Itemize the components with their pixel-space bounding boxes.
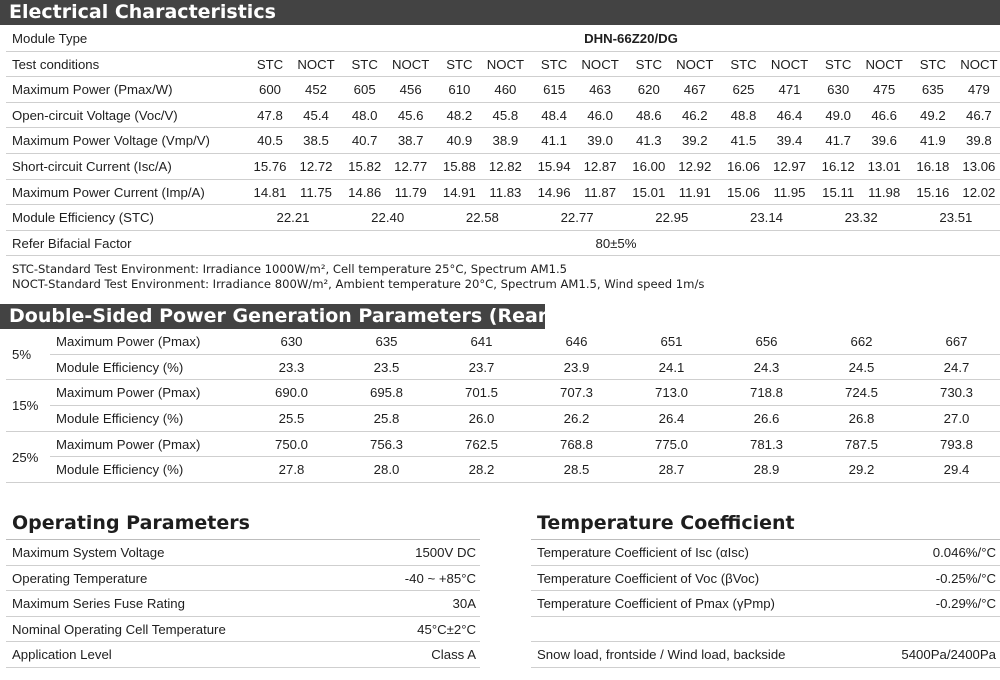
- noct-value: 12.72: [299, 158, 333, 174]
- temperature-row: [531, 566, 1000, 592]
- stc-value: 615: [543, 82, 566, 98]
- noct-value: 475: [873, 82, 896, 98]
- stc-value: 14.86: [348, 184, 382, 200]
- stc-value: 48.2: [446, 107, 473, 123]
- noct-value: 13.06: [962, 158, 996, 174]
- noct-value: 467: [683, 82, 706, 98]
- operating-row: [6, 617, 480, 643]
- noct-value: 11.87: [584, 184, 617, 200]
- temperature-table: [531, 539, 1000, 668]
- stc-value: 620: [637, 82, 660, 98]
- stc-value: 40.5: [257, 133, 283, 149]
- efficiency-row: [6, 205, 1000, 231]
- noct-value: 11.83: [489, 184, 522, 200]
- noct-value: 12.87: [583, 158, 617, 174]
- stc-header: STC: [446, 56, 473, 72]
- rear-value: 25.5: [278, 411, 305, 427]
- stc-value: 630: [827, 82, 850, 98]
- electrical-row: [6, 154, 1000, 180]
- param-label: Temperature Coefficient of Pmax (γPmp): [537, 596, 775, 612]
- module-type-value: DHN-66Z20/DG: [584, 31, 678, 46]
- noct-value: 39.0: [587, 133, 613, 149]
- rear-value: 26.6: [753, 411, 780, 427]
- rear-power-row: [50, 432, 1000, 458]
- rear-value: 28.0: [373, 462, 400, 478]
- rear-value: 630: [280, 334, 303, 349]
- rear-gain-percent: 25%: [12, 449, 39, 465]
- stc-header: STC: [635, 56, 662, 72]
- stc-value: 48.4: [541, 107, 567, 123]
- rear-gain-percent: 5%: [12, 347, 32, 362]
- noct-value: 13.01: [867, 158, 901, 174]
- module-type-label: Module Type: [12, 31, 88, 46]
- rear-value: 23.5: [373, 359, 400, 375]
- stc-value: 47.8: [257, 107, 283, 123]
- rear-value: 730.3: [939, 385, 973, 401]
- rear-value: 29.2: [848, 462, 875, 478]
- electrical-row: [6, 103, 1000, 129]
- noct-value: 46.7: [966, 107, 992, 123]
- rear-value: 641: [470, 334, 493, 349]
- rear-value: 26.4: [658, 411, 685, 427]
- efficiency-value: 23.32: [844, 210, 878, 226]
- noct-value: 45.8: [492, 107, 519, 123]
- row-label: Module Efficiency (%): [56, 411, 184, 427]
- test-conditions-row: [6, 52, 1000, 78]
- stc-value: 15.11: [822, 184, 855, 200]
- rear-efficiency-row: [50, 457, 1000, 483]
- noct-value: 456: [399, 82, 422, 98]
- rear-efficiency-row: [50, 355, 1000, 381]
- stc-header: STC: [730, 56, 757, 72]
- operating-row: [6, 642, 480, 668]
- stc-value: 41.9: [920, 133, 946, 149]
- row-label: Maximum Power Current (Imp/A): [12, 184, 205, 200]
- noct-value: 46.4: [776, 107, 803, 123]
- noct-header: NOCT: [960, 56, 998, 72]
- noct-value: 39.6: [871, 133, 898, 149]
- rear-value: 23.3: [278, 359, 305, 375]
- param-value: -40 ~ +85°C: [404, 570, 476, 586]
- stc-value: 14.96: [537, 184, 571, 200]
- operating-table: [6, 539, 480, 668]
- rear-value: 23.9: [563, 359, 590, 375]
- rear-value: 707.3: [559, 385, 593, 401]
- temperature-row: [531, 617, 1000, 643]
- stc-value: 16.12: [821, 158, 855, 174]
- row-label: Maximum Power Voltage (Vmp/V): [12, 133, 210, 149]
- noct-value: 12.02: [962, 184, 996, 200]
- param-label: Nominal Operating Cell Temperature: [12, 621, 226, 637]
- noct-value: 46.0: [587, 107, 613, 123]
- rear-value: 775.0: [654, 436, 688, 452]
- rear-value: 656: [755, 334, 778, 349]
- operating-row: [6, 566, 480, 592]
- rear-gain-group: [6, 432, 1000, 483]
- noct-value: 45.6: [397, 107, 424, 123]
- bifacial-value: 80±5%: [595, 235, 637, 251]
- stc-value: 15.16: [916, 184, 950, 200]
- noct-value: 460: [494, 82, 517, 98]
- stc-value: 15.94: [537, 158, 571, 174]
- rear-value: 756.3: [369, 436, 403, 452]
- rear-value: 651: [660, 334, 683, 349]
- rear-value: 768.8: [559, 436, 593, 452]
- param-value: -0.25%/°C: [935, 570, 996, 586]
- stc-value: 635: [921, 82, 944, 98]
- operating-row: [6, 591, 480, 617]
- noct-value: 12.97: [772, 158, 806, 174]
- electrical-section-header: [0, 0, 1000, 25]
- stc-value: 41.5: [730, 133, 757, 149]
- efficiency-value: 22.21: [276, 210, 310, 226]
- rear-value: 787.5: [844, 436, 878, 452]
- stc-value: 40.7: [351, 133, 378, 149]
- rear-value: 28.5: [563, 462, 590, 478]
- stc-value: 48.6: [635, 107, 662, 123]
- rear-value: 690.0: [274, 385, 308, 401]
- stc-value: 600: [258, 82, 281, 98]
- noct-value: 38.7: [397, 133, 424, 149]
- electrical-title: Electrical Characteristics: [9, 1, 276, 23]
- electrical-table: [6, 26, 1000, 256]
- rear-value: 718.8: [749, 385, 783, 401]
- param-label: Operating Temperature: [12, 570, 148, 586]
- rear-value: 26.0: [468, 411, 495, 427]
- noct-value: 38.9: [492, 133, 519, 149]
- rear-power-row: [50, 329, 1000, 355]
- noct-note: NOCT-Standard Test Environment: Irradiance 800W/m², Ambient temperature 20°C, Spectrum AM1.5, Wind speed 1m/s: [12, 277, 705, 291]
- rear-value: 26.8: [848, 411, 875, 427]
- rear-value: 25.8: [373, 411, 400, 427]
- test-notes: [12, 262, 704, 292]
- noct-header: NOCT: [770, 56, 809, 72]
- rear-value: 646: [565, 334, 588, 349]
- noct-value: 12.92: [678, 158, 712, 174]
- param-value: -0.29%/°C: [935, 596, 996, 612]
- noct-header: NOCT: [581, 56, 619, 72]
- rear-gain-group: [6, 329, 1000, 380]
- rear-value: 762.5: [464, 436, 498, 452]
- noct-value: 39.4: [776, 133, 803, 149]
- noct-value: 46.2: [681, 107, 708, 123]
- param-label: Temperature Coefficient of Isc (αIsc): [537, 545, 749, 560]
- stc-value: 15.76: [253, 158, 287, 174]
- noct-value: 45.4: [303, 107, 329, 123]
- efficiency-label: Module Efficiency (STC): [12, 210, 154, 226]
- rear-gain-percent: 15%: [12, 398, 39, 414]
- stc-value: 49.2: [920, 107, 946, 123]
- electrical-row: [6, 180, 1000, 206]
- temperature-row: [531, 540, 1000, 566]
- rear-value: 781.3: [749, 436, 783, 452]
- row-label: Short-circuit Current (Isc/A): [12, 158, 172, 174]
- noct-value: 11.95: [773, 184, 806, 200]
- electrical-row: [6, 128, 1000, 154]
- efficiency-value: 22.58: [465, 210, 499, 226]
- noct-value: 39.8: [966, 133, 992, 149]
- noct-value: 11.91: [678, 184, 711, 200]
- stc-note: STC-Standard Test Environment: Irradiance 1000W/m², Cell temperature 25°C, Spectrum AM1.5: [12, 262, 568, 276]
- test-conditions-label: Test conditions: [12, 56, 100, 72]
- noct-value: 38.5: [303, 133, 329, 149]
- param-label: Temperature Coefficient of Voc (βVoc): [537, 570, 760, 586]
- operating-title: Operating Parameters: [12, 512, 250, 534]
- param-value: 45°C±2°C: [417, 621, 476, 637]
- stc-value: 14.91: [442, 184, 476, 200]
- double-sided-table: [6, 329, 1000, 483]
- stc-header: STC: [919, 56, 947, 72]
- rear-value: 662: [850, 334, 873, 349]
- stc-header: STC: [540, 56, 568, 72]
- param-value: 0.046%/°C: [932, 545, 996, 560]
- stc-value: 41.7: [825, 133, 852, 149]
- rear-gain-group: [6, 380, 1000, 431]
- rear-power-row: [50, 380, 1000, 406]
- noct-value: 11.79: [394, 184, 427, 200]
- rear-value: 26.2: [563, 411, 590, 427]
- noct-header: NOCT: [865, 56, 903, 72]
- stc-value: 625: [732, 82, 755, 98]
- stc-value: 15.01: [632, 184, 666, 200]
- operating-row: [6, 540, 480, 566]
- noct-value: 39.2: [681, 133, 708, 149]
- param-value: 1500V DC: [415, 545, 476, 560]
- stc-value: 15.06: [726, 184, 760, 200]
- rear-value: 29.4: [943, 462, 970, 478]
- rear-value: 28.9: [753, 462, 780, 478]
- efficiency-value: 22.95: [655, 210, 689, 226]
- temperature-row: [531, 591, 1000, 617]
- rear-value: 701.5: [464, 385, 498, 401]
- stc-value: 16.18: [916, 158, 950, 174]
- noct-value: 11.98: [868, 184, 901, 200]
- stc-value: 48.8: [730, 107, 757, 123]
- param-label: Maximum System Voltage: [12, 545, 165, 560]
- param-label: Application Level: [12, 647, 112, 663]
- rear-value: 27.8: [278, 462, 305, 478]
- rear-value: 24.1: [658, 359, 685, 375]
- bifacial-label: Refer Bifacial Factor: [12, 235, 132, 251]
- rear-efficiency-row: [50, 406, 1000, 432]
- noct-header: NOCT: [486, 56, 525, 72]
- rear-value: 24.3: [753, 359, 780, 375]
- row-label: Maximum Power (Pmax): [56, 385, 201, 401]
- double-sided-title: Double-Sided Power Generation Parameters (Rear gain): [9, 305, 609, 327]
- stc-value: 16.00: [632, 158, 666, 174]
- row-label: Module Efficiency (%): [56, 462, 184, 478]
- double-sided-section-header: [0, 304, 609, 329]
- noct-value: 12.77: [394, 158, 428, 174]
- efficiency-value: 23.51: [939, 210, 973, 226]
- noct-header: NOCT: [392, 56, 430, 72]
- rear-value: 28.7: [658, 462, 685, 478]
- noct-header: NOCT: [297, 56, 335, 72]
- rear-value: 793.8: [939, 436, 973, 452]
- noct-value: 11.75: [299, 184, 333, 200]
- rear-value: 28.2: [468, 462, 495, 478]
- param-value: Class A: [431, 647, 476, 663]
- rear-value: 667: [945, 334, 968, 349]
- rear-value: 695.8: [369, 385, 403, 401]
- rear-value: 24.5: [848, 359, 875, 375]
- rear-value: 23.7: [468, 359, 495, 375]
- noct-value: 452: [304, 82, 327, 98]
- rear-value: 724.5: [844, 385, 878, 401]
- noct-value: 463: [589, 82, 612, 98]
- row-label: Open-circuit Voltage (Voc/V): [12, 107, 178, 123]
- noct-value: 46.6: [871, 107, 898, 123]
- row-label: Module Efficiency (%): [56, 359, 184, 375]
- temperature-row: [531, 642, 1000, 668]
- param-label: Snow load, frontside / Wind load, backside: [537, 647, 786, 663]
- stc-value: 49.0: [825, 107, 852, 123]
- stc-value: 610: [448, 82, 471, 98]
- stc-header: STC: [256, 56, 284, 72]
- stc-value: 15.82: [348, 158, 382, 174]
- rear-value: 635: [375, 334, 398, 349]
- stc-value: 41.1: [541, 133, 567, 149]
- stc-value: 605: [353, 82, 376, 98]
- stc-value: 40.9: [446, 133, 473, 149]
- param-value: 5400Pa/2400Pa: [901, 647, 996, 663]
- stc-value: 15.88: [442, 158, 476, 174]
- noct-value: 471: [778, 82, 801, 98]
- stc-value: 41.3: [635, 133, 662, 149]
- stc-value: 16.06: [726, 158, 760, 174]
- temperature-title: Temperature Coefficient: [537, 512, 795, 534]
- bifacial-row: [6, 231, 1000, 257]
- efficiency-value: 23.14: [749, 210, 783, 226]
- rear-value: 24.7: [943, 359, 970, 375]
- param-value: 30A: [452, 596, 476, 612]
- stc-value: 48.0: [351, 107, 378, 123]
- noct-value: 12.82: [488, 158, 522, 174]
- rear-value: 27.0: [943, 411, 970, 427]
- row-label: Maximum Power (Pmax): [56, 334, 201, 349]
- rear-value: 750.0: [274, 436, 308, 452]
- noct-value: 479: [967, 82, 990, 98]
- efficiency-value: 22.77: [560, 210, 594, 226]
- electrical-row: [6, 77, 1000, 103]
- stc-header: STC: [351, 56, 378, 72]
- noct-header: NOCT: [676, 56, 714, 72]
- row-label: Maximum Power (Pmax/W): [12, 82, 173, 98]
- stc-header: STC: [825, 56, 852, 72]
- module-type-row: [6, 26, 1000, 52]
- efficiency-value: 22.40: [371, 210, 405, 226]
- row-label: Maximum Power (Pmax): [56, 436, 201, 452]
- rear-value: 713.0: [654, 385, 688, 401]
- param-label: Maximum Series Fuse Rating: [12, 596, 185, 612]
- stc-value: 14.81: [253, 184, 287, 200]
